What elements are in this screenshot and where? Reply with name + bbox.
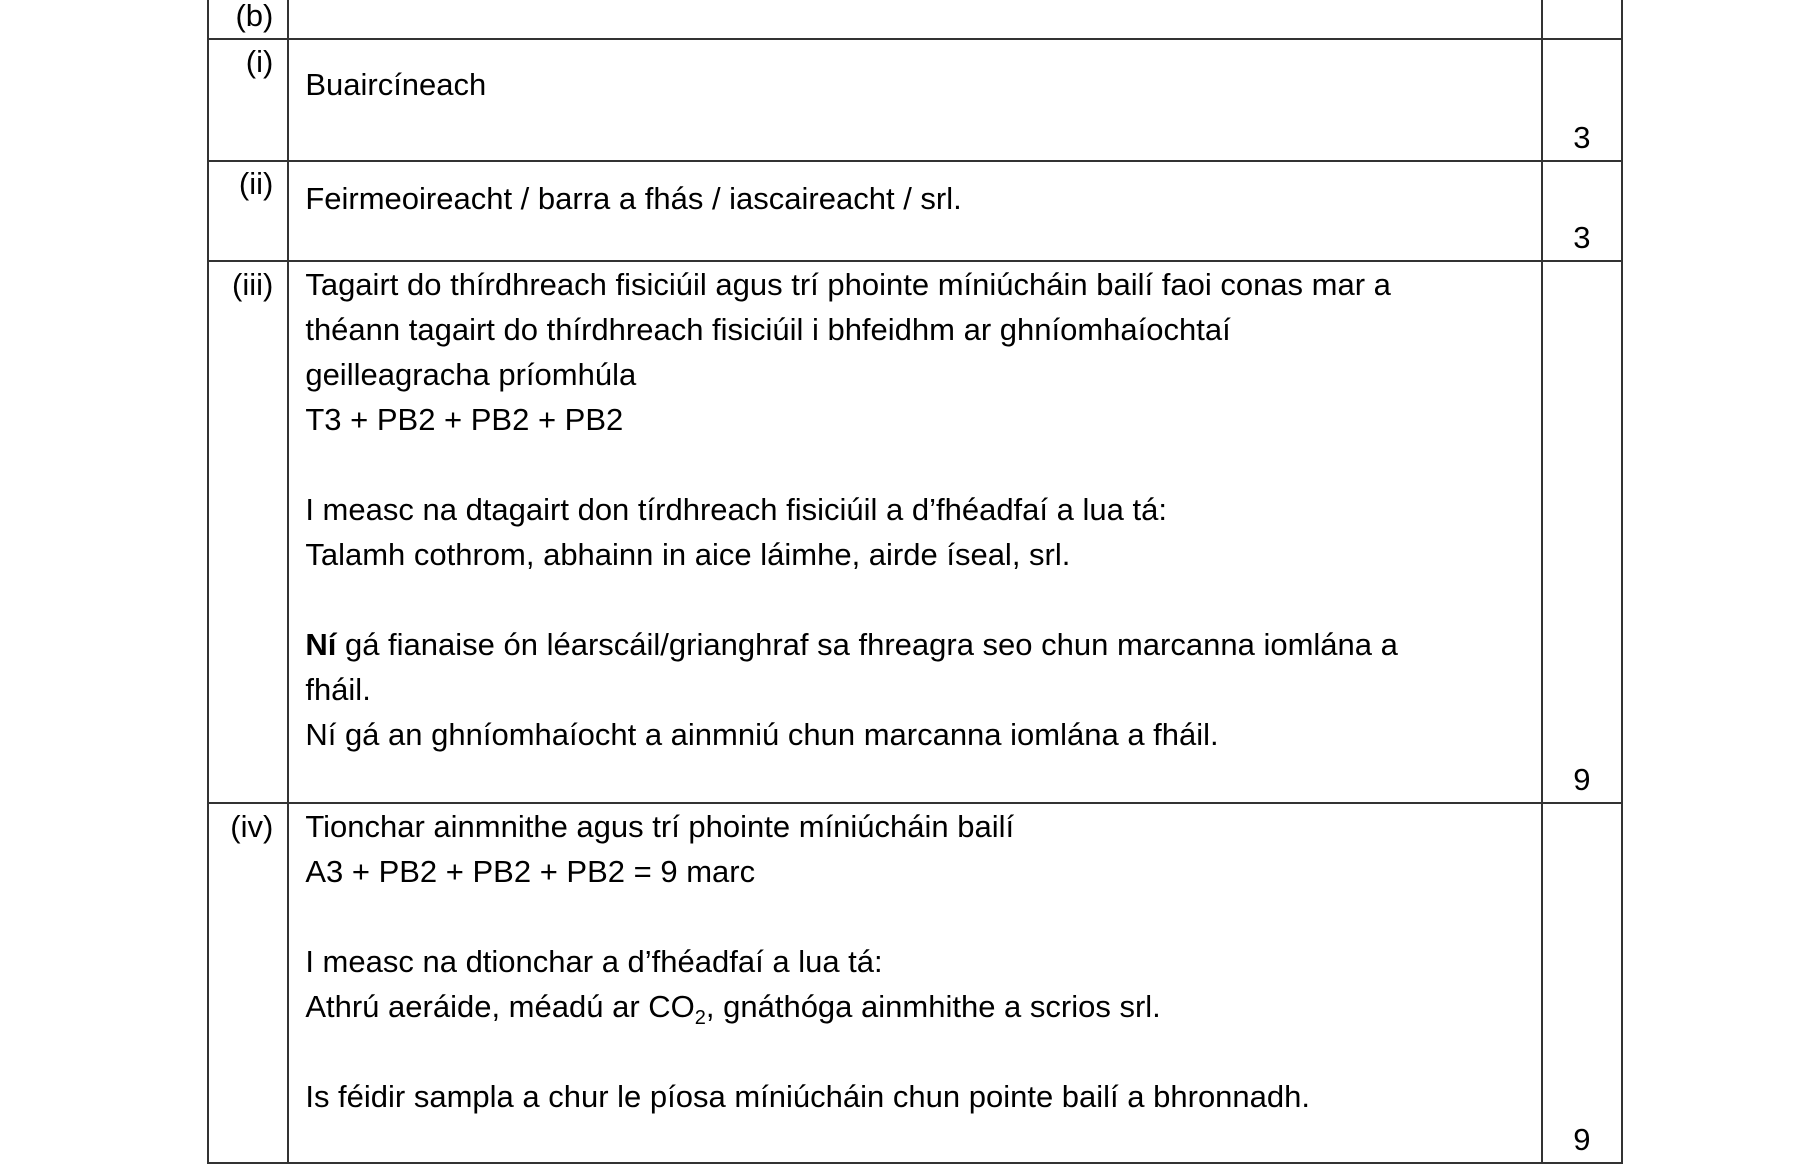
bold-word: Ní [305, 627, 337, 662]
answer-text: geilleagracha príomhúla [305, 357, 637, 392]
answer-text: Ní gá an ghníomhaíocht a ainmniú chun marcanna iomlána a fháil. [305, 717, 1219, 752]
answer-text: Is féidir sampla a chur le píosa míniúcháin chun pointe bailí a bhronnadh. [305, 1079, 1310, 1114]
answer-text: fháil. [305, 672, 371, 707]
mark-cell [1542, 261, 1622, 803]
table-row [208, 261, 1622, 803]
mark-cell [1542, 161, 1622, 261]
table-row [208, 161, 1622, 261]
answer-text: gá fianaise ón léarscáil/grianghraf sa fhreagra seo chun marcanna iomlána a [344, 627, 1398, 662]
mark-value: 9 [1573, 1122, 1591, 1157]
answer-note [305, 622, 1524, 667]
question-label: (ii) [208, 161, 288, 261]
answer-text: Feirmeoireacht / barra a fhás / iascaireacht / srl. [305, 181, 962, 216]
marking-formula: T3 + PB2 + PB2 + PB2 [305, 402, 624, 437]
mark-cell [1542, 39, 1622, 161]
table-row [208, 0, 1622, 39]
answer-cell [288, 0, 1541, 39]
answer-cell [288, 261, 1541, 803]
mark-value: 9 [1573, 762, 1591, 797]
answer-cell [288, 803, 1541, 1163]
table-row [208, 803, 1622, 1163]
mark-cell [1542, 803, 1622, 1163]
answer-text-co2: Athrú aeráide, méadú ar $CO_2$, gnáthóga ainmhithe a scrios srl. [305, 989, 1161, 1030]
answer-text: Tagairt do thírdhreach fisiciúil agus trí phointe míniúcháin bailí faoi conas mar a [305, 267, 1391, 302]
spacer [305, 577, 1524, 622]
answer-text: Buaircíneach [305, 67, 487, 102]
answer-text: I measc na dtionchar a d’fhéadfaí a lua tá: [305, 944, 883, 979]
answer-text: Tionchar ainmnithe agus trí phointe míniúcháin bailí [305, 809, 1015, 844]
question-label: (i) [208, 39, 288, 161]
question-label: (iii) [208, 261, 288, 803]
question-label: (iv) [208, 803, 288, 1163]
mark-cell [1542, 0, 1622, 39]
question-label: (b) [208, 0, 288, 39]
mark-value: 3 [1573, 220, 1591, 255]
answer-text: Talamh cothrom, abhainn in aice láimhe, airde íseal, srl. [305, 537, 1071, 572]
mark-value: 3 [1573, 120, 1591, 155]
answer-cell [288, 39, 1541, 161]
co2-subscript: 2 [694, 1007, 706, 1030]
answer-cell [288, 161, 1541, 261]
spacer [305, 894, 1524, 939]
spacer [305, 1029, 1524, 1074]
answer-text: théann tagairt do thírdhreach fisiciúil i bhfeidhm ar ghníomhaíochtaí [305, 312, 1231, 347]
answer-text: I measc na dtagairt don tírdhreach fisiciúil a d’fhéadfaí a lua tá: [305, 492, 1167, 527]
table-row [208, 39, 1622, 161]
marking-scheme-table [207, 0, 1623, 1164]
spacer [305, 442, 1524, 487]
marking-formula: A3 + PB2 + PB2 + PB2 = 9 marc [305, 854, 756, 889]
